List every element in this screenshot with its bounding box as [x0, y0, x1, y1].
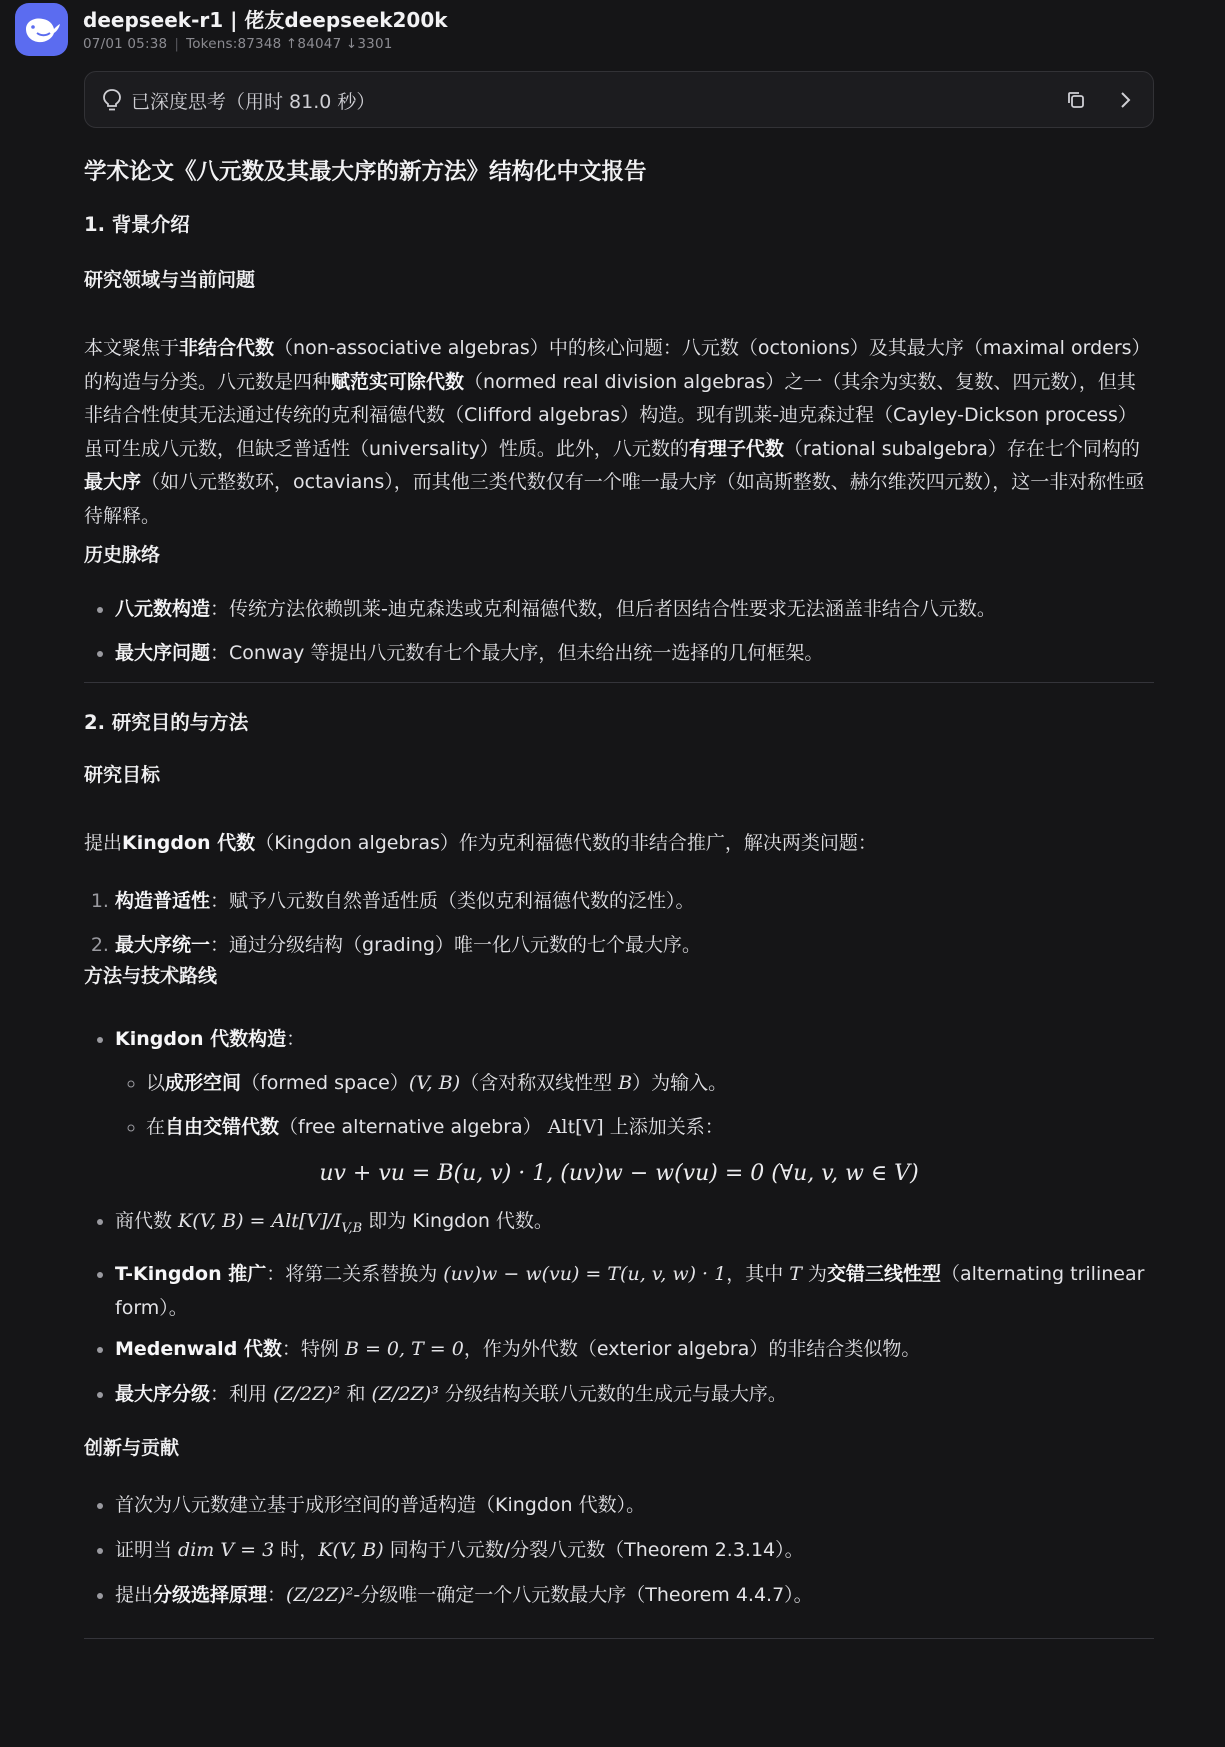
- meta-divider: |: [174, 36, 180, 52]
- list-item: 1. 构造普适性：赋予八元数自然普适性质（类似克利福德代数的泛性）。: [115, 879, 1154, 923]
- list-item: • Medenwald 代数：特例 B = 0, T = 0，作为外代数（exterior algebra）的非结合类似物。: [115, 1327, 1154, 1372]
- goals-list: [84, 879, 1154, 961]
- message-meta: [83, 36, 393, 52]
- list-item: ◦ 以成形空间（formed space）(V, B)（含对称双线性型 B）为输入。: [146, 1061, 1154, 1105]
- token-count: Tokens:87348: [186, 36, 282, 52]
- lightbulb-icon: [102, 88, 122, 116]
- input-token-count: ↑84047: [285, 36, 342, 52]
- list-item: 2. 最大序统一：通过分级结构（grading）唯一化八元数的七个最大序。: [115, 923, 1154, 967]
- methods-sublist: [115, 1061, 1154, 1149]
- output-token-count: ↓3301: [345, 36, 393, 52]
- list-item: • 最大序问题：Conway 等提出八元数有七个最大序，但未给出统一选择的几何框架。: [115, 631, 1154, 675]
- model-title: deepseek-r1 | 佬友deepseek200k: [83, 8, 448, 32]
- report-title: 学术论文《八元数及其最大序的新方法》结构化中文报告: [84, 159, 647, 185]
- list-item: • 商代数 K(V, $B) = Alt[V]/I_{V,B}$ 即为 Kingdon 代数。: [115, 1199, 1154, 1251]
- subheading-research-field: 研究领域与当前问题: [84, 269, 256, 291]
- methods-list-continued: [84, 1199, 1154, 1417]
- section-divider: [84, 1638, 1154, 1639]
- message-time: 07/01 05:38: [83, 36, 168, 52]
- methods-list: [84, 1017, 1154, 1149]
- section-1-heading: 1. 背景介绍: [84, 213, 190, 236]
- thinking-label: 已深度思考（用时 81.0 秒）: [131, 91, 376, 113]
- list-item: • 证明当 dim V = 3 时，K(V, B) 同构于八元数/分裂八元数（Theorem 2.3.14）。: [115, 1528, 1154, 1573]
- report-content: [84, 150, 1154, 1639]
- deepseek-avatar: [15, 3, 68, 56]
- list-item: • 提出分级选择原理：(Z/2Z)²-分级唯一确定一个八元数最大序（Theorem 4.4.7）。: [115, 1573, 1154, 1618]
- subheading-research-goal: 研究目标: [84, 764, 161, 786]
- history-list: [84, 587, 1154, 665]
- list-item: • Kingdon 代数构造： ◦ 以成形空间（formed space）(V, B)（含对称双线性型 B）为输入。 ◦ 在自由交错代数（free alternative algebra） Alt[V] 上添加关系：: [115, 1017, 1154, 1149]
- thinking-panel[interactable]: [84, 71, 1154, 128]
- subheading-contributions: 创新与贡献: [84, 1436, 180, 1459]
- goal-paragraph: 提出Kingdon 代数（Kingdon algebras）作为克利福德代数的非结合推广，解决两类问题：: [84, 832, 877, 854]
- background-paragraph: 本文聚焦于非结合代数（non-associative algebras）中的核心问题：八元数（octonions）及其最大序（maximal orders）的构造与分类。八元数是四种赋范实可除代数（normed real division algebras）之一（其余为实数、复数、四元数），但其非结合性使其无法通过传统的克利福德代数（Clifford algebras）构造。现有凯莱-迪克森过程（Cayley-Dickson process）虽可生成八元数，但缺乏普适性（universality）性质。此外，八元数的有理子代数（rational subalgebra）存在七个同构的最大序（如八元整数环，octavians），而其他三类代数仅有一个唯一最大序（如高斯整数、赫尔维茨四元数），这一非对称性亟待解释。: [84, 337, 1151, 527]
- list-item: ◦ 在自由交错代数（free alternative algebra） Alt[V] 上添加关系：: [146, 1105, 1154, 1149]
- section-divider: [84, 682, 1154, 683]
- subheading-methods: 方法与技术路线: [84, 965, 218, 987]
- list-item: • 首次为八元数建立基于成形空间的普适构造（Kingdon 代数）。: [115, 1483, 1154, 1528]
- chevron-right-icon[interactable]: [1115, 89, 1135, 115]
- list-item: • 最大序分级：利用 (Z/2Z)² 和 (Z/2Z)³ 分级结构关联八元数的生成元与最大序。: [115, 1372, 1154, 1417]
- subheading-history: 历史脉络: [84, 544, 161, 566]
- display-equation: uv + vu = B(u, v) · 1, (uv)w − w(vu) = 0 (∀u, v, w ∈ V): [319, 1161, 919, 1186]
- section-2-heading: 2. 研究目的与方法: [84, 711, 249, 734]
- copy-icon[interactable]: [1065, 89, 1087, 115]
- contributions-list: [84, 1483, 1154, 1618]
- whale-logo-icon: [23, 15, 61, 45]
- list-item: • T-Kingdon 推广：将第二关系替换为 (uv)w − w(vu) = T(u, v, w) · 1，其中 T 为交错三线性型（alternating trilinear form）。: [115, 1257, 1154, 1325]
- list-item: • 八元数构造：传统方法依赖凯莱-迪克森迭或克利福德代数，但后者因结合性要求无法涵盖非结合八元数。: [115, 587, 1154, 631]
